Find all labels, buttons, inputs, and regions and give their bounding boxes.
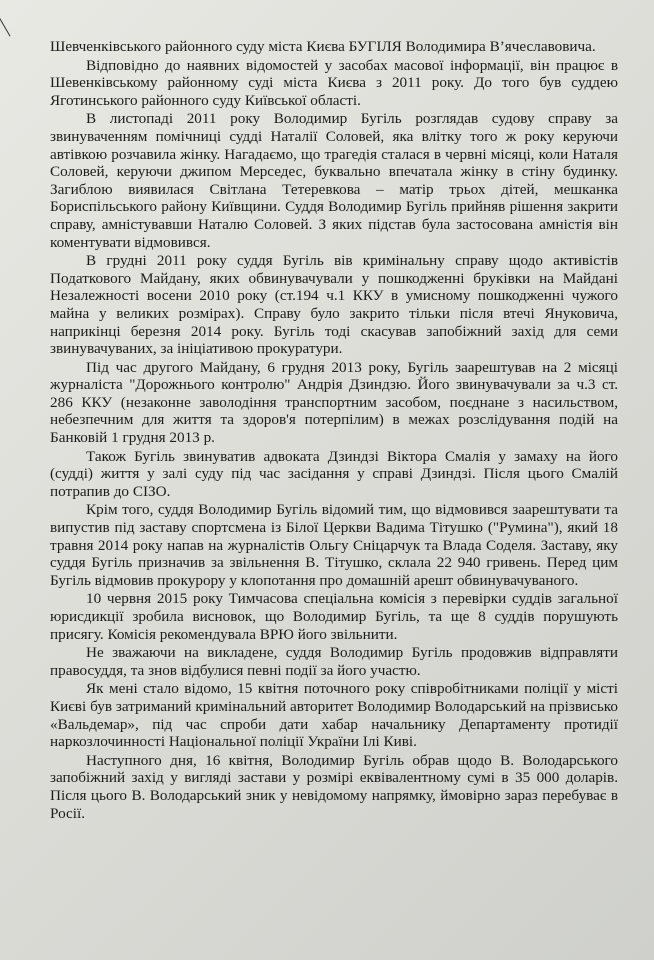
paragraph: Також Бугіль звинуватив адвоката Дзиндзі Віктора Смалія у замаху на його (судді) життя у залі суду під час засідання у справі Дзиндзі. Після цього Смалій потрапив до СІЗО. xyxy=(50,447,618,500)
paragraph: Шевченківського районного суду міста Києва БУГІЛЯ Володимира В’ячеславовича. xyxy=(50,38,596,55)
paragraph: Як мені стало відомо, 15 квітня поточного року співробітниками поліції у місті Києві був затриманий кримінальний авторитет Володимир Володарський на прізвисько «Вальдемар», під час спроби дати хабар начальнику Департаменту протидії наркозлочинності Національної поліції України Ілі Киві. xyxy=(50,680,618,751)
paragraph: 10 червня 2015 року Тимчасова спеціальна комісія з перевірки суддів загальної юрисдикції зробила висновок, що Володимир Бугіль, та ще 8 суддів порушують присягу. Комісія рекомендувала ВРЮ його звільнити. xyxy=(50,590,618,643)
paragraph: Відповідно до наявних відомостей у засобах масової інформації, він працює в Шевенківському районному суді міста Києва з 2011 року. До того був суддею Яготинського районного суду Київської області. xyxy=(50,56,618,109)
paragraph: В грудні 2011 року суддя Бугіль вів кримінальну справу щодо активістів Податкового Майдану, яких обвинувачували у пошкодженні бруківки на Майдані Незалежності восени 2010 року (ст.194 ч.1 ККУ в умисному пошкодженні чужого майна у великих розмірах). Справу було закрито тільки після втечі Януковича, наприкінці березня 2014 року. Бугіль тоді скасував запобіжний захід для семи звинувачуваних, за ініціативою прокуратури. xyxy=(50,252,618,358)
pen-mark xyxy=(0,5,24,36)
paragraph: Не зважаючи на викладене, суддя Володимир Бугіль продовжив відправляти правосуддя, та знов відбулися певні події за його участю. xyxy=(50,644,618,679)
paragraph: Під час другого Майдану, 6 грудня 2013 року, Бугіль заарештував на 2 місяці журналіста "Дорожнього контролю" Андрія Дзиндзю. Його звинувачували за ч.3 ст. 286 ККУ (незаконне заволодіння транспортним засобом, поєднане з насильством, небезпечним для життя та здоров'я потерпілим) в межах розслідування подій на Банковій 1 грудня 2013 р. xyxy=(50,358,618,447)
paragraph: Наступного дня, 16 квітня, Володимир Бугіль обрав щодо В. Володарського запобіжний захід у вигляді застави у розмірі еквівалентному сумі в 35 000 доларів. Після цього В. Володарський зник у невідомому напрямку, ймовірно зараз перебуває в Росії. xyxy=(50,751,618,822)
document-body xyxy=(50,38,618,822)
paragraph: В листопаді 2011 року Володимир Бугіль розглядав судову справу за звинуваченням помічниці судді Наталії Соловей, яка влітку того ж року керуючи автівкою розчавила жінку. Нагадаємо, що трагедія сталася в червні місяці, коли Наталя Соловей, керуючи джипом Мерседес, буквально впечатала жінку в стіну будинку. Загиблою виявилася Світлана Тетеревкова – матір трьох дітей, мешканка Бориспільського району Київщини. Суддя Володимир Бугіль прийняв рішення закрити справу, амністувавши Наталю Соловей. З яких підстав була застосована амністія він коментувати відмовився. xyxy=(50,110,618,251)
paragraph: Крім того, суддя Володимир Бугіль відомий тим, що відмовився заарештувати та випустив під заставу спортсмена із Білої Церкви Вадима Тітушко ("Румина"), який 18 травня 2014 року напав на журналістів Ольгу Сніцарчук та Влада Соделя. Заставу, яку суддя Бугіль призначив за звільнення В. Тітушко, склала 22 940 гривень. Перед цим Бугіль відмовив прокурору у клопотання про домашній арешт обвинувачуваного. xyxy=(50,501,618,589)
